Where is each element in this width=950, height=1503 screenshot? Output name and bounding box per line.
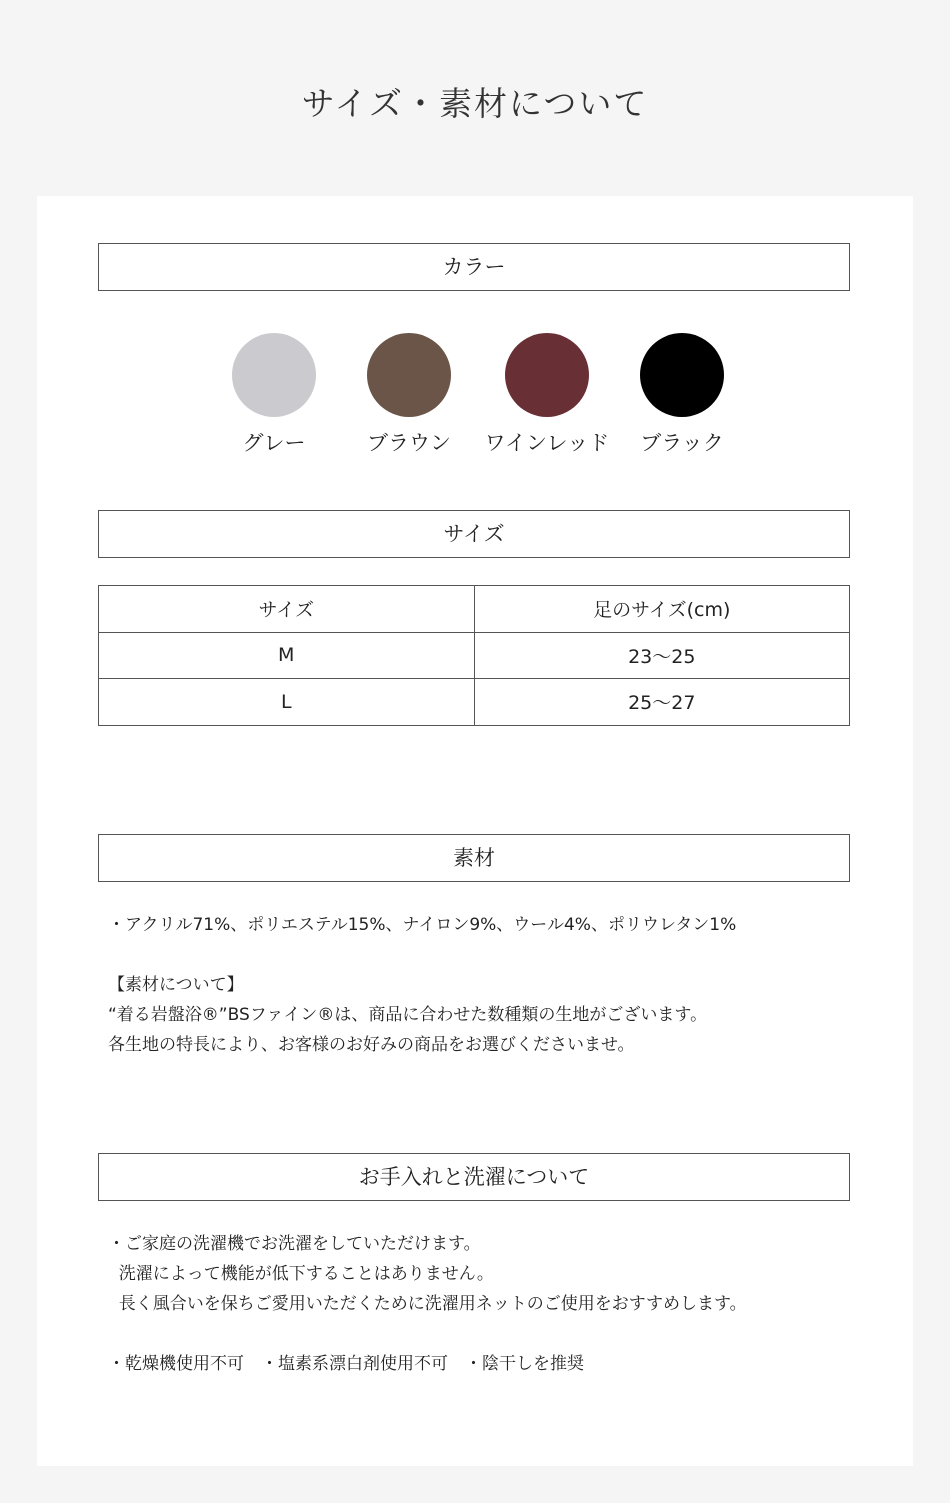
color-circle bbox=[367, 333, 451, 417]
material-heading: 素材 bbox=[98, 834, 850, 882]
color-label: ブラウン bbox=[367, 431, 451, 455]
color-circle bbox=[505, 333, 589, 417]
swatch-brown bbox=[344, 333, 474, 457]
header-cell: 足のサイズ(cm) bbox=[474, 586, 850, 633]
color-label: ブラック bbox=[640, 431, 724, 455]
care-line: 長く風合いを保ちご愛用いただくために洗濯用ネットのご使用をおすすめします。 bbox=[108, 1294, 747, 1314]
swatch-gray bbox=[209, 333, 339, 457]
table-row bbox=[99, 632, 850, 679]
color-circle bbox=[640, 333, 724, 417]
size-heading: サイズ bbox=[98, 510, 850, 558]
table-cell: 25〜27 bbox=[474, 679, 850, 726]
table-cell: L bbox=[99, 679, 475, 726]
material-note-line: 各生地の特長により、お客様のお好みの商品をお選びくださいませ。 bbox=[108, 1035, 635, 1055]
content-card bbox=[37, 196, 913, 1466]
color-swatches bbox=[37, 333, 913, 463]
color-heading: カラー bbox=[98, 243, 850, 291]
color-circle bbox=[232, 333, 316, 417]
care-line: ・ご家庭の洗濯機でお洗濯をしていただけます。 bbox=[108, 1234, 481, 1254]
header-cell: サイズ bbox=[99, 586, 475, 633]
care-heading: お手入れと洗濯について bbox=[98, 1153, 850, 1201]
color-label: グレー bbox=[242, 431, 306, 455]
table-cell: M bbox=[99, 632, 475, 679]
table-cell: 23〜25 bbox=[474, 632, 850, 679]
swatch-wine-red bbox=[482, 333, 612, 457]
care-notes: ・乾燥機使用不可 ・塩素系漂白剤使用不可 ・陰干しを推奨 bbox=[108, 1354, 584, 1374]
page-title: サイズ・素材について bbox=[301, 84, 649, 123]
swatch-black bbox=[617, 333, 747, 457]
color-label: ワインレッド bbox=[484, 431, 610, 455]
table-row bbox=[99, 679, 850, 726]
material-note-line: “着る岩盤浴®”BSファイン®は、商品に合わせた数種類の生地がございます。 bbox=[108, 1005, 708, 1025]
material-note-title: 【素材について】 bbox=[108, 975, 244, 995]
material-composition: ・アクリル71%、ポリエステル15%、ナイロン9%、ウール4%、ポリウレタン1% bbox=[108, 915, 737, 935]
size-table bbox=[98, 585, 850, 726]
care-line: 洗濯によって機能が低下することはありません。 bbox=[108, 1264, 494, 1284]
table-header-row bbox=[99, 586, 850, 633]
